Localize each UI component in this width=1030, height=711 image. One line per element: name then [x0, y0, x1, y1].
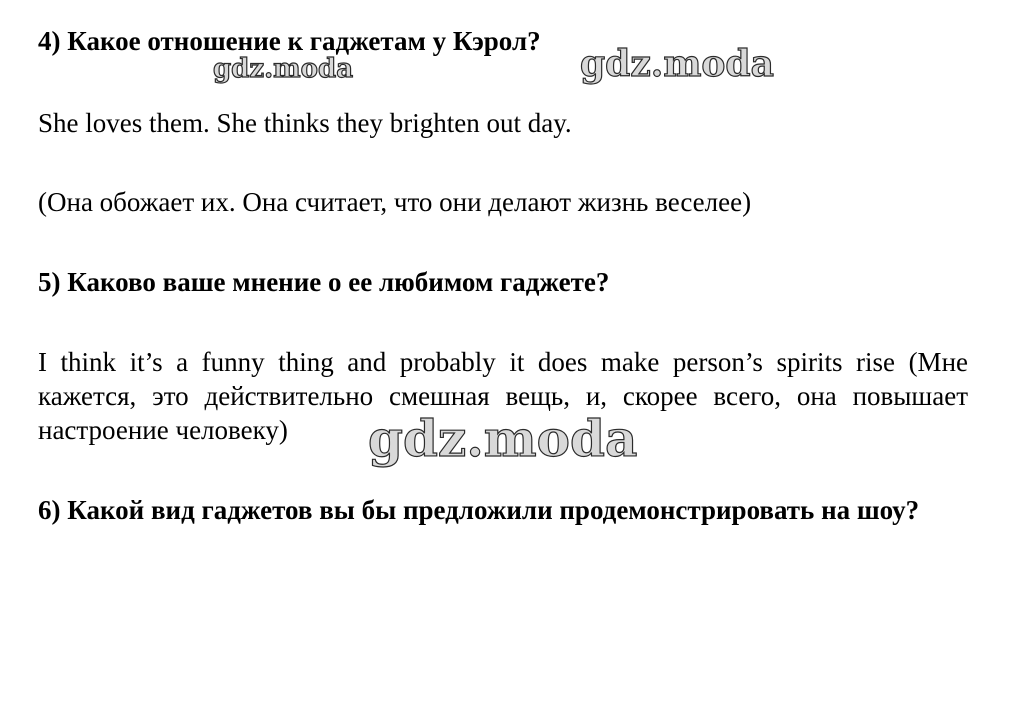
question-6: 6) Какой вид гаджетов вы бы предложили продемонстрировать на шоу?: [38, 495, 920, 525]
question-4: 4) Какое отношение к гаджетам у Кэрол?: [38, 26, 541, 56]
watermark-large: gdz.moda: [368, 409, 638, 468]
answer-5: I think it’s a funny thing and probably it does make person’s spirits rise (Мне кажется, это действительно смешная вещь, и, скорее всего, она повышает настроение человеку): [38, 347, 968, 445]
question-5: 5) Каково ваше мнение о ее любимом гаджете?: [38, 267, 610, 297]
watermark-medium: gdz.moda: [580, 43, 774, 85]
watermark-small: gdz.moda: [213, 54, 354, 84]
answer-4-russian: (Она обожает их. Она считает, что они делают жизнь веселее): [38, 187, 752, 217]
answer-4-english: She loves them. She thinks they brighten out day.: [38, 108, 572, 138]
